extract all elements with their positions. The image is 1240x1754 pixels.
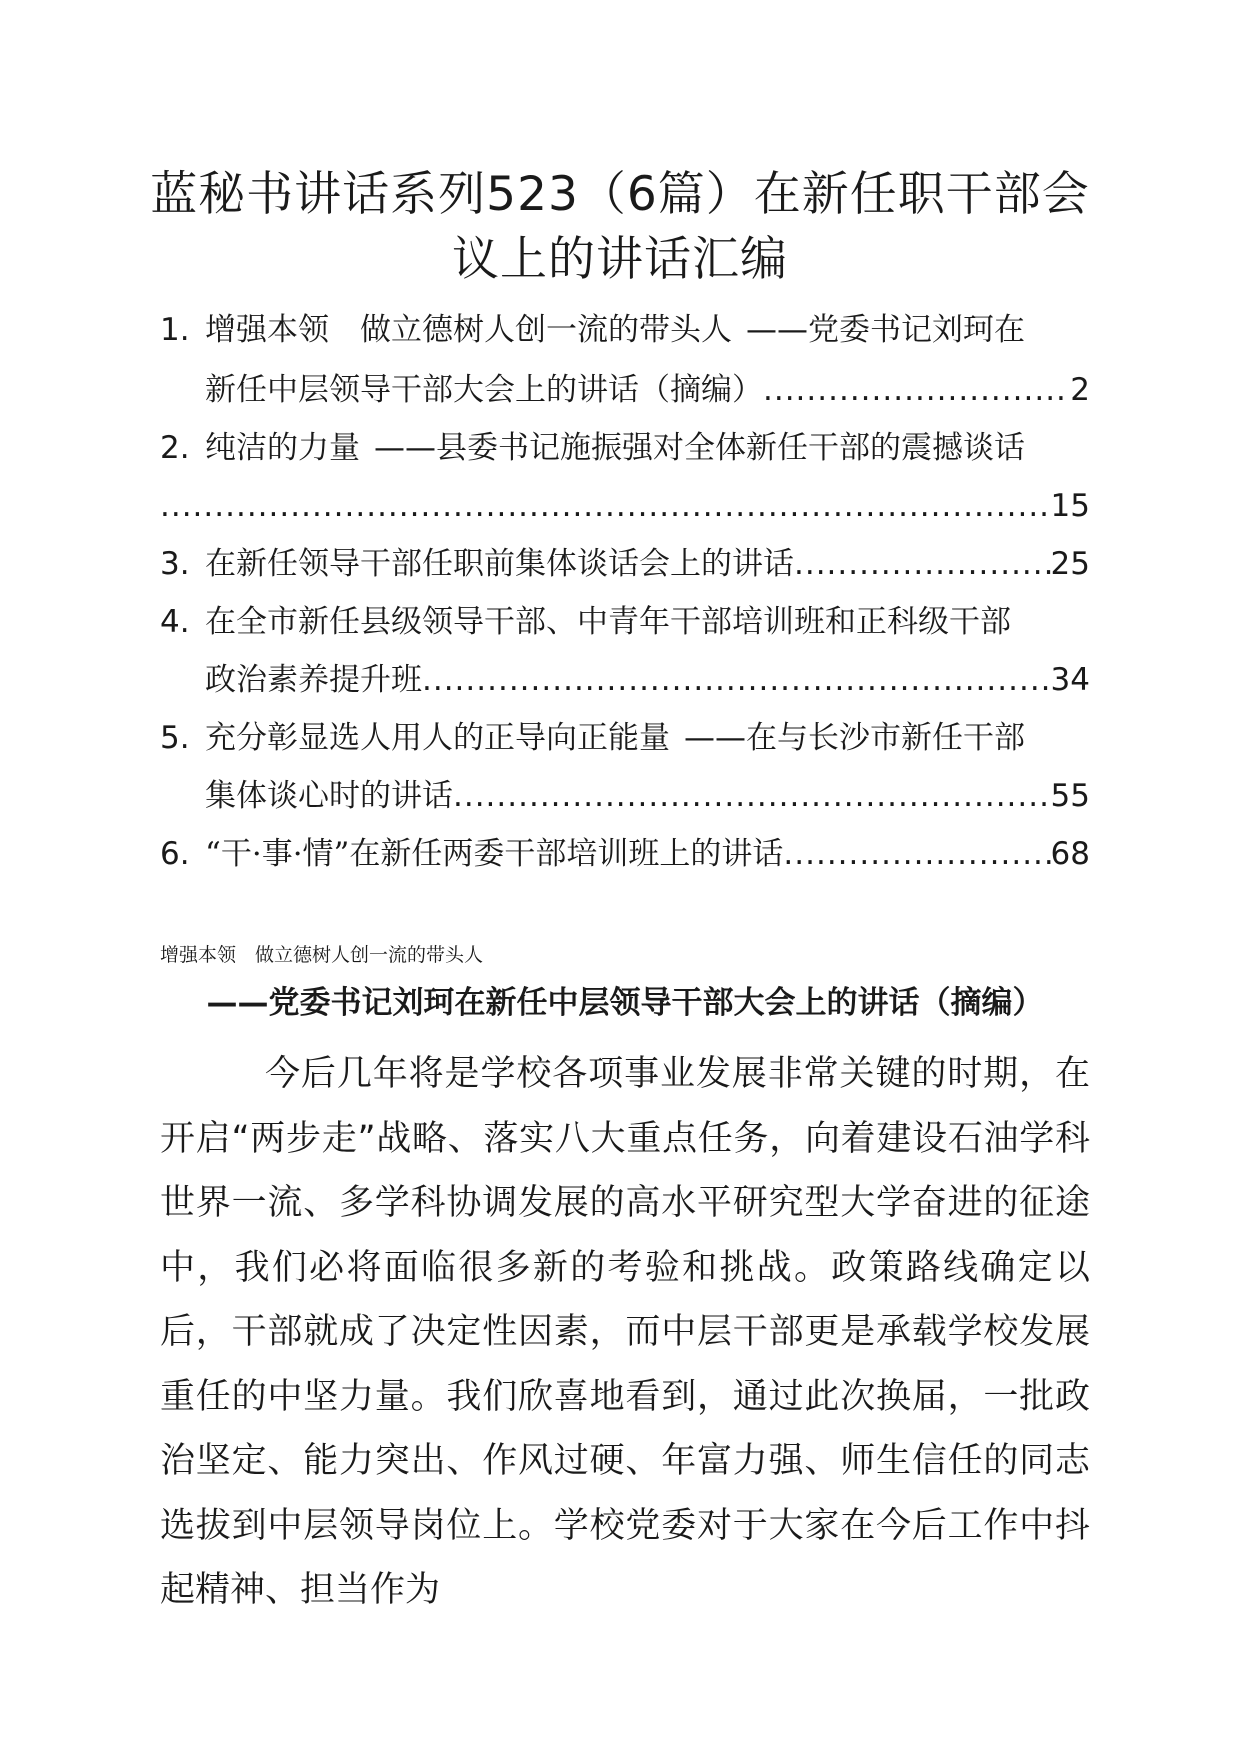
document-title-line1: 蓝秘书讲话系列523（6篇）在新任职干部会 (150, 167, 1090, 222)
toc-item-number: 5. (160, 720, 190, 756)
toc-item-5-line2[interactable] (160, 766, 1090, 826)
toc-item-number: 1. (160, 312, 190, 348)
toc-item-1-line2[interactable] (160, 360, 1090, 420)
body-paragraph: 今后几年将是学校各项事业发展非常关键的时期，在开启“两步走”战略、落实八大重点任务，向着建设石油学科世界一流、多学科协调发展的高水平研究型大学奋进的征途中，我们必将面临很多新的考验和挑战。政策路线确定以后，干部就成了决定性因素，而中层干部更是承载学校发展重任的中坚力量。我们欣喜地看到，通过此次换届，一批政治坚定、能力突出、作风过硬、年富力强、师生信任的同志选拔到中层领导岗位上。学校党委对于大家在今后工作中抖起精神、担当作为 (160, 1054, 1090, 1610)
toc-item-number: 2. (160, 430, 190, 466)
toc-item-subtitle: ——县委书记施振强对全体新任干部的震撼谈话 (374, 430, 1025, 466)
section-subheading: ——党委书记刘珂在新任中层领导干部大会上的讲话（摘编） (206, 985, 1044, 1021)
toc-item-1-line1[interactable] (160, 300, 1090, 360)
toc-item-title: 政治素养提升班 (205, 662, 422, 698)
toc-page-number: 15 (1050, 488, 1090, 524)
toc-item-subtitle: 新任中层领导干部大会上的讲话（摘编） (205, 372, 763, 408)
toc-page-number: 34 (1050, 662, 1090, 698)
toc-item-subtitle: 集体谈心时的讲话 (205, 778, 453, 814)
document-title-line2: 议上的讲话汇编 (452, 232, 788, 287)
toc-item-title: 增强本领 做立德树人创一流的带头人 (205, 312, 732, 348)
toc-item-number: 6. (160, 836, 190, 872)
toc-page-number: 2 (1070, 372, 1090, 408)
toc-leader-dots (453, 766, 1051, 826)
toc-page-number: 68 (1050, 836, 1090, 872)
toc-item-title: 在全市新任县级领导干部、中青年干部培训班和正科级干部 (205, 604, 1011, 640)
toc-page-number: 55 (1050, 778, 1090, 814)
toc-item-4-line2[interactable] (160, 650, 1090, 710)
toc-item-6[interactable] (160, 824, 1090, 884)
toc-leader-dots (783, 824, 1050, 884)
toc-leader-dots (794, 534, 1051, 594)
section-small-heading: 增强本领 做立德树人创一流的带头人 (160, 944, 484, 966)
toc-item-subtitle: ——党委书记刘珂在 (746, 312, 1025, 348)
toc-item-subtitle: ——在与长沙市新任干部 (684, 720, 1025, 756)
toc-item-title: “干·事·情”在新任两委干部培训班上的讲话 (205, 836, 784, 872)
toc-item-2-line1[interactable] (160, 418, 1090, 478)
toc-leader-dots (763, 360, 1070, 420)
toc-item-4-line1[interactable] (160, 592, 1090, 652)
toc-item-title: 充分彰显选人用人的正导向正能量 (205, 720, 670, 756)
toc-leader-dots (160, 476, 1051, 536)
toc-item-2-line2[interactable] (160, 476, 1090, 536)
toc-item-number: 3. (160, 546, 190, 582)
toc-page-number: 25 (1050, 546, 1090, 582)
toc-item-number: 4. (160, 604, 190, 640)
toc-leader-dots (422, 650, 1051, 710)
toc-item-title: 纯洁的力量 (205, 430, 360, 466)
toc-item-3[interactable] (160, 534, 1090, 594)
toc-item-5-line1[interactable] (160, 708, 1090, 768)
toc-item-title: 在新任领导干部任职前集体谈话会上的讲话 (205, 546, 794, 582)
